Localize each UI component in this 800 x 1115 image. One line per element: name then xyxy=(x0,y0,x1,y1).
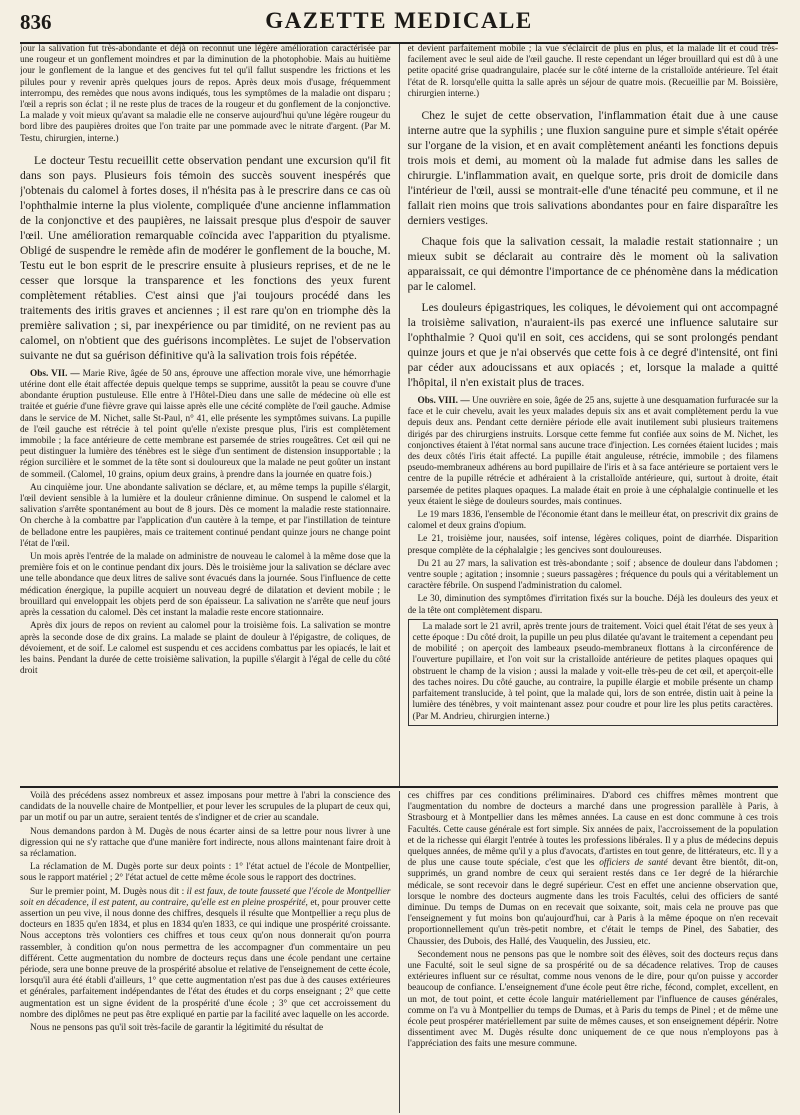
observation-heading: Obs. VII. — xyxy=(30,368,80,379)
paragraph: , et, pour prouver cette assertion un peu vive, il nous donne des chiffres, desquels il résulte que Montpellier a reçu plus de docteurs en 1835 qu'en 1834, et plus en 1834 qu'en 1833, ce qui indique une prospérité croissante. Nous acceptons très volontiers ces chiffres et tous ceux qu'on nous donnerait qu'on pourra rassembler, à condition qu'on nous permettra de les accompagner d'un commentaire un peu différent. Cette augmentation du nombre de docteurs reçus dans une école pendant une certaine période, sera une bonne preuve de la prospérité absolue et relative de l'enseignement de cette école, lorsqu'il aura été établi d'ailleurs, 1° que cette augmentation n'est pas due à des causes extérieures et générales, parfaitement indépendantes de l'état des études et du corps enseignant ; 2° que cette augmentation est un signe évident de la prospérité d'une école ; 3° que cet accroissement du nombre des diplômes ne peut pas être expliqué en partie par la facilité avec laquelle on les accorde. xyxy=(20,897,391,1020)
column-divider xyxy=(399,791,400,1113)
paragraph: jour la salivation fut très-abondante et déjà on reconnut une légère amélioration caractérisée par une rougeur et un gonflement moindres et par la diminution de la photophobie. Mais au huitième jour le gonflement de la langue et des gencives fut tel qu'il fallut suspendre les frictions et les pilules pour y revenir après quelques jours de repos. Après deux mois d'usage, fréquemment interrompu, des remèdes que nous avons indiqués, tous les symptômes de la maladie ont disparu ; l'œil a repris son éclat ; il ne reste plus de traces de la rougeur et du gonflement de la conjonctive. La malade y voit mieux qu'avant sa maladie elle ne conserve aujourd'hui qu'une légère rougeur du bord libre des paupières droites que l'on traite par une pommade avec le nitrate d'argent. (Par M. Testu, chirurgien, interne.) xyxy=(20,44,391,144)
emphasis: officiers de santé xyxy=(599,858,668,869)
paragraph: Le docteur Testu recueillit cette observation pendant une excursion qu'il fit dans son pays. Plusieurs fois témoin des succès souvent inespérés que j'obtenais du calomel à fortes doses, il n'hésita pas à le prescrire dans ce cas où l'ophthalmie interne la plus violente, compliquée d'une ancienne inflammation de la conjonctive et des paupières, ne laissait presque plus d'espoir de sauver l'œil. Une amélioration remarquable coïncida avec l'apparition du ptyalisme. Obligé de suspendre le remède afin de modérer le gonflement de la bouche, M. Testu eut le bon esprit de le prescrire ensuite à plusieurs reprises, et de ne le cesser que lorsque la transparence et les fonctions des yeux furent complètement rétablies. C'est ainsi que j'ai toujours procédé dans les traitements des iritis graves et anciennes ; il est rare qu'on en triomphe dès la première salivation ; si, par inexpérience ou par timidité, on ne revient pas au calomel, on n'obtient que des guérisons incomplètes. Le sujet de l'observation suivante ne dut sa guérison définitive qu'à la salivation trois fois répétée. xyxy=(20,153,391,362)
paragraph: Voilà des précédens assez nombreux et assez imposans pour mettre à l'abri la conscience des candidats de la nouvelle chaire de Montpellier, et pour lever les scrupules de la plupart de ceux qui, par un motif ou par un autre, seraient tentés de s'indigner et de crier au scandale. xyxy=(20,791,391,824)
paragraph: Chaque fois que la salivation cessait, la maladie restait stationnaire ; un mieux subit se déclarait au contraire dès le moment où la salivation apparaissait, ce qui démontre l'importance de ce phénomène dans la médication par le calomel. xyxy=(407,235,778,294)
paragraph: Nous ne pensons pas qu'il soit très-facile de garantir la légitimité du résultat de xyxy=(30,1023,324,1034)
lower-columns xyxy=(20,791,778,1113)
paragraph: La malade sort le 21 avril, après trente jours de traitement. Voici quel était l'état de ses yeux à cette époque : Du côté droit, la pupille un peu plus dilatée qu'avant le traitement a cependant peu de mobilité ; on aperçoit des lambeaux pseudo-membraneux flottans à la circonférence de l'ouverture pupillaire, et l'on voit sur la cristalloïde antérieure de petites plaques opaques qui obstruent le champ de la vision ; aussi la malade y voit-elle très-peu de cet œil, et aperçoit-elle des taches noires. Du côté gauche, au contraire, la pupille élargie et mobile présente un champ parfaitement translucide, à tel point, que la malade qui, lors de son entrée, distin uait à peine la lumière des ténèbres, y voit maintenant assez pour coudre et pour lire les plus petits caractères. (Par M. Andrieu, chirurgien interne.) xyxy=(408,619,779,726)
paragraph: Au cinquième jour. Une abondante salivation se déclare, et, au même temps la pupille s'élargit, l'œil devient sensible à la lumière et la douleur crânienne diminue. On suspend le calomel et la salivation s'arrête spontanément au bout de 8 jours. Dès ce moment la maladie reste stationnaire. On cherche à la combattre par l'application d'un cautère à la tempe, et par l'instillation de teinture de belladone entre les paupières, mais ce traitement continué pendant quinze jours ne change point l'état de l'œil. xyxy=(20,482,391,549)
column-left-top xyxy=(20,44,391,786)
paragraph: La réclamation de M. Dugès porte sur deux points : 1° l'état actuel de l'école de Montpellier, sous le rapport matériel ; 2° l'état actuel de cette même école sous le rapport des doctrines. xyxy=(20,862,391,884)
paragraph: Sur le premier point, M. Dugès nous dit : xyxy=(30,886,187,897)
paragraph: Nous demandons pardon à M. Dugès de nous écarter ainsi de sa lettre pour nous livrer à une digression qui ne s'y rattache que d'une manière fort indirecte, nous allons maintenant faire droit à sa réclamation. xyxy=(20,826,391,860)
paragraph: Chez le sujet de cette observation, l'inflammation était due à une cause interne autre que la syphilis ; une fluxion sanguine pure et simple s'était opérée sur l'organe de la vision, et en avait complètement anéanti les fonctions depuis trois mois et demi, au moment où la malade fut admise dans les salles de chirurgie. L'inflammation avait, en quelque sorte, pris droit de domicile dans l'intérieur de l'œil, aussi se montrait-elle d'une ténacité peu commune, et il ne fallait rien moins que trois salivations abondantes pour en faire disparaître les derniers vestiges. xyxy=(407,109,778,228)
paragraph: Secondement nous ne pensons pas que le nombre soit des élèves, soit des docteurs reçus dans une Faculté, soit le seul signe de sa prospérité ou de sa décadence relatives. Trop de causes extérieures influent sur ce résultat, comme nous venons de le dire, pour qu'on puisse y accorder beaucoup de confiance. L'enseignement d'une école peut être riche, fécond, complet, excellent, en un mot, de tout point, et cette école languir matériellement par l'influence de causes générales, comme on l'a vu à Montpellier du temps de Dumas, et à Paris du temps de Pinel ; et de même une école peut prospérer matériellement par suite de mêmes causes, et son enseignement dépérir. Notre dissentiment avec M. Dugès résulte donc uniquement de ce que nous n'employons pas à l'appréciation des faits une mesure commune. xyxy=(407,949,778,1050)
paragraph: Après dix jours de repos on revient au calomel pour la troisième fois. La salivation se montre après la seconde dose de dix grains. La malade se plaint de douleur à l'épigastre, de coliques, de dévoiement, et de soif. Le calomel est suspendu et ces accidens combattus par les opiacés, le lait et les bains. Pendant la durée de cette troisième salivation, la pupille s'élargit à l'égal de celle du côté droit xyxy=(20,621,391,677)
quoted-claim: il est faux, de toute fausseté que l'école de Montpellier soit en décadence, il est patent, au contraire, qu'elle est en pleine prospérité xyxy=(20,886,391,908)
paragraph: et devient parfaitement mobile ; la vue s'éclaircit de plus en plus, et la malade lit et coud très-facilement avec le seul aide de l'œil gauche. Il reste cependant un léger brouillard qui est dû à une petite opacité grise quadrangulaire, placée sur le côté interne de la cristalloïde antérieure. Tel était l'état de R. lorsqu'elle quitta la salle après un séjour de quatre mois. (Recueillie par M. Boissière, chirurgien interne.) xyxy=(407,44,778,99)
paragraph: Un mois après l'entrée de la malade on administre de nouveau le calomel à la même dose que la première fois et on le continue pendant dix jours. Dès le troisième jour la salivation se déclare avec une telle abondance que deux litres de salive sont évacués dans la journée. Sous l'influence de cette médication énergique, la pupille acquiert un nouveau degré de dilatation et devient mobile ; le brouillard qui enveloppait les objets perd de son épaisseur. La salivation ne s'arrête que neuf jours après la cessation du calomel. Dès cet instant la maladie reste encore stationnaire. xyxy=(20,552,391,619)
observation-heading: Obs. VIII. — xyxy=(417,396,470,407)
paragraph: Le 21, troisième jour, nausées, soif intense, légères coliques, point de diarrhée. Disparition presque complète de la céphalalgie ; les gencives sont douloureuses. xyxy=(407,534,778,556)
paragraph: Marie Rive, âgée de 50 ans, éprouve une affection morale vive, une hémorrhagie utérine dont elle était affectée depuis quelque temps se supprime, aussitôt la peau se couvre d'une abondante éruption pustuleuse. Elle entre à l'Hôtel-Dieu dans une salle de médecine où elle est traitée et guérie d'une fièvre grave qui laisse après elle une cécité complète de l'œil gauche. Admise dans le service de M. Nichet, salle St-Paul, n° 41, elle présente les symptômes suivans. La pupille de l'œil gauche est rétrécie à tel point qu'elle n'existe presque plus, l'iris est complètement immobile ; la face antérieure de cette membrane est parsemée de stries rougeâtres. Cet œil qui ne peut distinguer la lumière des ténèbres est le siège d'un sentiment de distension insupportable ; la région surcilière et le sommet de la tête sont si douloureux que la malade ne peut goûter un instant de sommeil. (Calomel, 10 grains, opium deux grains, à prendre dans la journée en quatre fois.) xyxy=(20,368,391,480)
paragraph: Les douleurs épigastriques, les coliques, le dévoiement qui ont accompagné la troisième salivation, n'auraient-ils pas exercé une influence salutaire sur l'ophthalmie ? Quoi qu'il en soit, ces accidens, qui se sont prolongés pendant quinze jours et que je n'ai observés que cette fois à ce degré d'intensité, ont fini par céder aux adoucissans et aux opiacés ; et, lorsque la malade a quitté l'hôpital, il n'en existait plus de traces. xyxy=(407,301,778,390)
paragraph: Le 30, diminution des symptômes d'irritation fixés sur la bouche. Déjà les douleurs des yeux et de la tête ont complètement disparu. xyxy=(407,594,778,616)
column-divider xyxy=(399,44,400,786)
column-right-top xyxy=(408,44,779,786)
journal-title: GAZETTE MEDICALE xyxy=(265,8,533,33)
paragraph: Du 21 au 27 mars, la salivation est très-abondante ; soif ; absence de douleur dans l'abdomen ; ventre souple ; agitation ; insomnie ; sueurs passagères ; fréquence du pouls qui a véritablement un caractère fébrile. On suspend l'administration du calomel. xyxy=(407,558,778,592)
column-left-bottom xyxy=(20,791,391,1113)
paragraph: devant être bientôt, dit-on, supprimés, un grand nombre de ceux qui seraient restés dans ce 1er degré de la hiérarchie médicale, se sont recevoir dans le degré supérieur. C'est en effet une ancienne observation que, lorsque le nombre des docteurs augmente dans les trois Facultés, celui des officiers de santé diminue. Du temps de Dumas on en recevait que soixante, soit, mais cela ne prouve pas que l'enseignement y fut moins bon qu'aujourd'hui, car à Paris à la même époque on n'en recevait proportionnellement qu'un très-petit nombre, et c'était le temps de Pinel, des Sabatier, des Chaussier, des Dubois, des Hallé, des Vauquelin, des Jussieu, etc. xyxy=(407,858,778,947)
column-right-bottom xyxy=(408,791,779,1113)
paragraph: ces chiffres par ces conditions préliminaires. D'abord ces chiffres mêmes montrent que l'augmentation du nombre de docteurs a marché dans une progression parallèle à Paris, à Strasbourg et à Montpellier dans les mêmes années. La cause en est donc commune à ces trois Facultés. Cette cause générale est fort simple. Six années de paix, l'accroissement de la population et de la richesse qui élargit l'entrée à toutes les professions libérales. Il y a plus de médecins depuis quelques années, de même qu'il y a plus d'avocats, d'artistes en tout genre, de littérateurs, etc. Il y a de plus une cause toute spéciale, c'est que les xyxy=(407,791,778,869)
paragraph: Le 19 mars 1836, l'ensemble de l'économie étant dans le meilleur état, on prescrivit dix grains de calomel et deux grains d'opium. xyxy=(407,510,778,532)
page-number: 836 xyxy=(20,10,52,34)
paragraph: Une ouvrière en soie, âgée de 25 ans, sujette à une desquamation furfuracée sur la face et le cuir chevelu, avait les yeux malades depuis six ans et avait complètement perdu la vue depuis deux ans. Pendant cette dernière période elle avait inutilement subi plusieurs traitemens dirigés par des chirurgiens instruits. Lorsque cette femme fut confiée aux soins de M. Nichet, les conjonctives étaient à l'état normal sans aucune trace d'injection. Les cornées étaient lucides ; mais des deux côtés l'iris était affecté. La pupille était anguleuse, rétrécie, immobile ; des filamens pseudo-membraneux adhérens au bord pupillaire de l'iris et à sa face antérieure se portaient vers le centre de la pupille rétrécie et adhéraient à la cristalloïde antérieure, qui, surtout à droite, était parsemée de petites plaques opaques. La malade était en proie à une céphalalgie continuelle et les yeux étaient le siège de douleurs sourdes, mais continues. xyxy=(407,396,778,507)
upper-columns xyxy=(20,44,778,788)
page-header xyxy=(20,6,778,44)
